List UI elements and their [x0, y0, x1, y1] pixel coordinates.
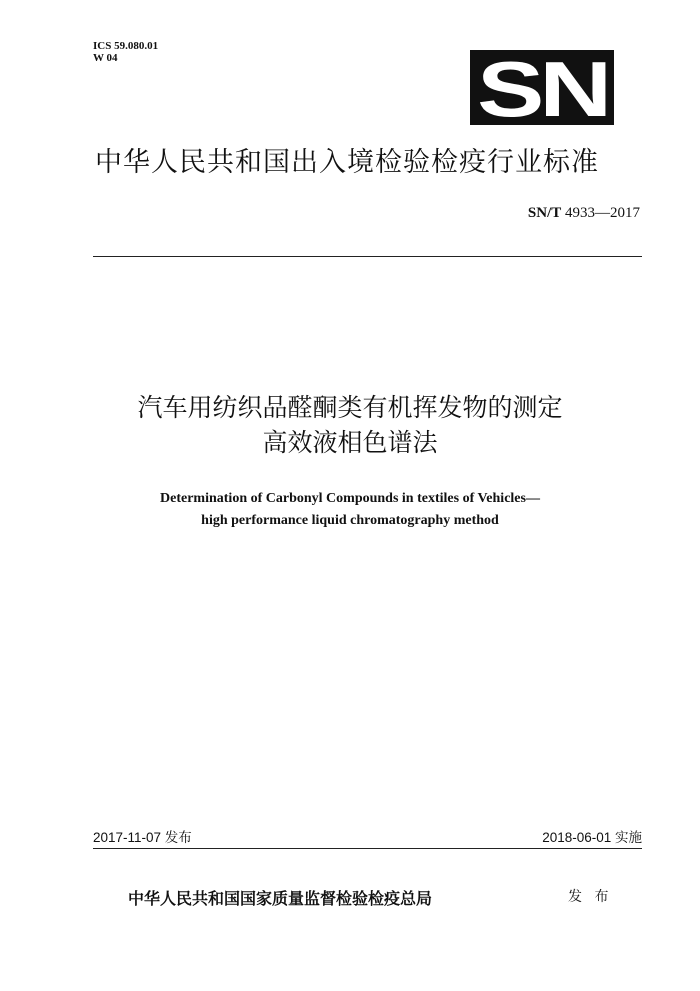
title-chinese-line1: 汽车用纺织品醛酮类有机挥发物的测定 [137, 393, 563, 422]
classification-codes [93, 40, 158, 64]
sn-logo-graphic [470, 50, 614, 125]
issuing-authority: 中华人民共和国国家质量监督检验检疫总局 [128, 889, 433, 908]
issue-date: 2017-11-07 发布 [93, 830, 192, 845]
title-english-line1: Determination of Carbonyl Compounds in textiles of Vehicles— [160, 491, 540, 506]
standard-number-prefix: SN/T [527, 205, 562, 221]
standard-category-title: 中华人民共和国出入境检验检疫行业标准 [95, 147, 599, 178]
ccs-code: W 04 [93, 52, 118, 64]
footer-divider [93, 848, 642, 849]
issue-label: 发 布 [568, 889, 613, 905]
sn-logo [470, 50, 614, 125]
sn-logo-text: SN [477, 50, 607, 125]
title-chinese-line2: 高效液相色谱法 [262, 428, 438, 457]
title-english-line2: high performance liquid chromatography method [201, 513, 499, 528]
header-divider [93, 256, 642, 257]
ics-code: ICS 59.080.01 [93, 40, 159, 52]
implement-date: 2018-06-01 实施 [542, 830, 642, 845]
standard-number [528, 205, 640, 222]
standard-number-value: 4933—2017 [565, 205, 640, 221]
